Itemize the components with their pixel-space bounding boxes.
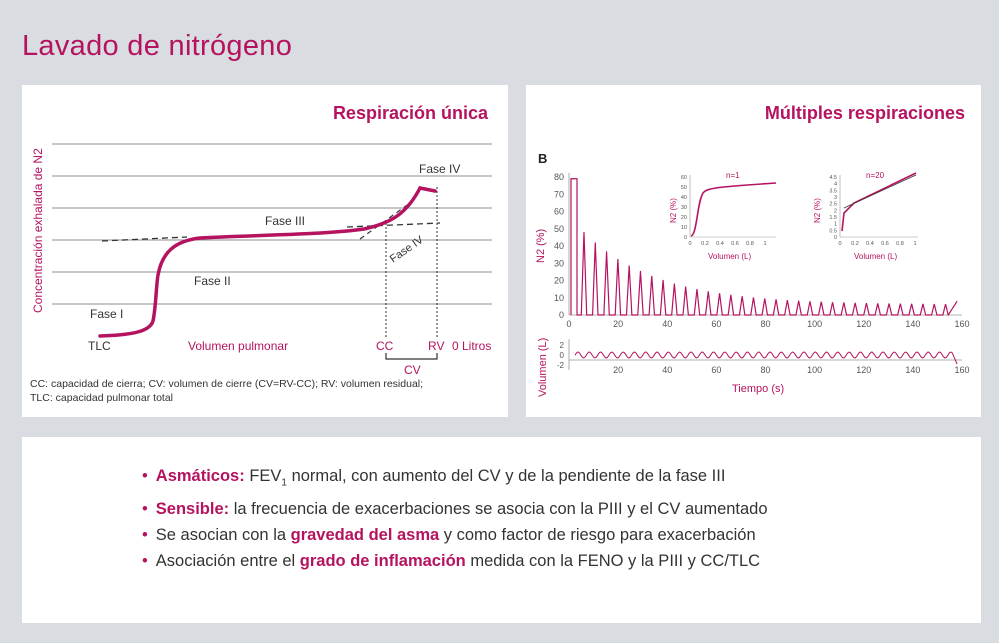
vol-x-tick-label: 120 [856,365,872,375]
inset2-y-tick-label: 4 [833,181,837,188]
inset2-x-tick-label: 0.2 [851,241,859,247]
inset2-y-tick-label: 3 [833,195,837,201]
nitrogen-curve [100,188,435,336]
bullet-text: y como factor de riesgo para exacerbación [439,526,756,545]
inset1-x-tick-label: 0.6 [731,241,739,247]
vol-y-tick-label: 2 [559,341,564,350]
inset2-y-tick-label: 3.5 [829,188,837,195]
zero-liters-label: 0 Litros [452,339,492,353]
bullet-hl: Sensible: [155,500,230,519]
cv-label: CV [404,363,421,377]
y-axis-label: Concentración exhalada de N2 [31,148,45,313]
inset2-y-label: N2 (%) [813,198,822,223]
vol-x-tick-label: 60 [711,365,722,375]
inset-n20 [813,171,918,261]
inset1-x-tick-label: 0.2 [701,241,709,247]
bullet-hl: Asmáticos: [155,467,245,485]
n2-x-tick-label: 60 [711,319,722,329]
bullet-pre: Asociación entre el [155,552,300,571]
phase4-dashed-line [347,223,440,227]
n2-y-tick-label: 80 [553,172,564,182]
summary-bullet [142,496,768,522]
inset2-x-tick-label: 0 [838,241,842,247]
single-breath-diagram [22,85,508,417]
bullet-pre: Se asocian con la [155,526,291,545]
inset1-x-label: Volumen (L) [708,252,752,261]
inset1-x-tick-label: 0 [688,241,692,247]
volume-trace [575,352,957,364]
inset1-y-tick-label: 10 [680,225,687,231]
single-breath-panel [22,85,508,417]
inset1-y-tick-label: 50 [680,185,687,191]
n2-y-tick-label: 10 [553,292,564,303]
multiple-breath-title: Múltiples respiraciones [764,103,965,123]
n2-x-tick-label: 40 [662,319,673,329]
fase2-label: Fase II [194,274,231,288]
inset2-y-ticks [829,175,837,241]
inset1-curve [691,183,776,236]
bullet-hl: gravedad del asma [290,526,440,545]
n2-y-tick-label: 0 [558,310,564,320]
fase4-diag-label: Fase IV [387,233,426,266]
inset2-x-label: Volumen (L) [854,252,898,261]
n2-x-tick-label: 20 [613,319,624,329]
bullet-marker: • [142,467,148,485]
caption-line-1: CC: capacidad de cierra; CV: volumen de cierre (CV=RV-CC); RV: volumen residual; [30,378,424,390]
n2-x-tick-label: 100 [807,319,823,329]
multiple-breath-panel [526,85,981,417]
inset2-x-tick-label: 0.4 [866,241,874,247]
bullet-marker: • [142,500,148,519]
n2-y-tick-label: 40 [553,241,564,251]
inset2-y-tick-label: 2 [833,208,837,215]
inset2-x-tick-label: 1 [913,241,917,247]
inset1-x-tick-label: 0.8 [746,241,754,247]
inset1-x-tick-label: 0.4 [716,241,724,247]
inset2-y-tick-label: 0.5 [829,228,837,235]
inset2-y-tick-label: 0 [833,235,837,241]
page-title: Lavado de nitrógeno [22,30,293,62]
inset1-y-tick-label: 30 [680,205,687,211]
vol-x-tick-label: 80 [760,365,771,375]
inset2-x-ticks [838,241,916,247]
inset2-y-tick-label: 2.5 [829,201,837,208]
inset2-y-tick-label: 1 [833,221,837,228]
vol-x-tick-label: 20 [613,365,624,375]
vol-x-tick-label: 40 [662,365,673,375]
inset1-y-tick-label: 60 [680,175,687,181]
n2-x-tick-label: 0 [566,319,572,329]
n2-y-tick-label: 60 [553,206,564,217]
n2-x-tick-label: 120 [856,319,872,329]
bullet-sub: 1 [281,477,287,489]
n2-y-label: N2 (%) [535,228,547,263]
n2-y-tick-label: 20 [553,275,564,286]
summary-bullets [142,463,768,574]
bullet-text2: normal, con aumento del CV y de la pendiente de la fase III [286,467,726,485]
inset1-x-tick-label: 1 [763,241,767,247]
vol-y-tick-label: 0 [559,351,564,360]
inset2-curve [842,173,916,231]
bullet-text: medida con la FENO y la PIII y CC/TLC [465,552,761,571]
n2-x-ticks [566,319,969,329]
rv-label: RV [428,339,445,353]
bullet-marker: • [142,552,148,571]
vol-x-tick-label: 160 [954,365,970,375]
n2-y-tick-label: 50 [553,223,564,234]
bullet-marker: • [142,526,148,545]
abbreviations-caption [30,377,510,405]
vol-x-ticks [613,365,969,375]
inset2-y-tick-label: 1.5 [829,215,837,221]
single-breath-title: Respiración única [332,103,488,123]
caption-line-2: TLC: capacidad pulmonar total [30,392,173,404]
x-axis-label: Volumen pulmonar [188,339,289,353]
bullet-hl: grado de inflamación [299,552,466,571]
inset1-y-ticks [681,175,687,241]
vol-y-tick-label: -2 [556,361,564,370]
fase4-top-label: Fase IV [419,162,461,176]
bullet-text: la frecuencia de exacerbaciones se asocia con la PIII y el CV aumentado [229,500,768,519]
fase1-label: Fase I [90,307,124,321]
inset1-y-tick-label: 40 [680,195,687,201]
n2-y-tick-label: 30 [553,258,564,269]
vol-y-ticks [557,341,565,370]
cc-label: CC [376,339,394,353]
vol-y-label: Volumen (L) [537,337,549,397]
vol-x-tick-label: 140 [905,365,921,375]
tlc-label: TLC [88,339,111,353]
panel-b-label: B [538,151,548,166]
inset1-x-ticks [688,241,766,247]
inset2-x-tick-label: 0.8 [896,241,904,247]
n2-y-ticks [554,172,564,320]
inset1-n-label: n=1 [726,171,740,180]
bullet-text: FEV [244,467,282,485]
n2-y-tick-label: 70 [553,189,564,200]
multiple-breath-chart [526,85,981,417]
inset1-y-tick-label: 0 [683,235,687,241]
inset2-x-tick-label: 0.6 [881,241,889,247]
inset1-y-label: N2 (%) [669,198,678,223]
inset2-y-tick-label: 4.5 [829,175,837,181]
inset-n1 [669,171,776,261]
summary-panel [22,437,981,623]
inset2-n-label: n=20 [866,171,885,180]
time-x-label: Tiempo (s) [732,383,785,395]
summary-bullet [142,548,768,574]
n2-x-tick-label: 160 [954,319,970,329]
inset1-y-tick-label: 20 [680,215,687,221]
n2-x-tick-label: 80 [760,319,771,329]
summary-bullet [142,522,768,548]
cv-bracket [386,353,437,359]
summary-bullet [142,463,768,496]
n2-x-tick-label: 140 [905,319,921,329]
vol-x-tick-label: 100 [807,365,823,375]
fase3-label: Fase III [265,214,306,228]
